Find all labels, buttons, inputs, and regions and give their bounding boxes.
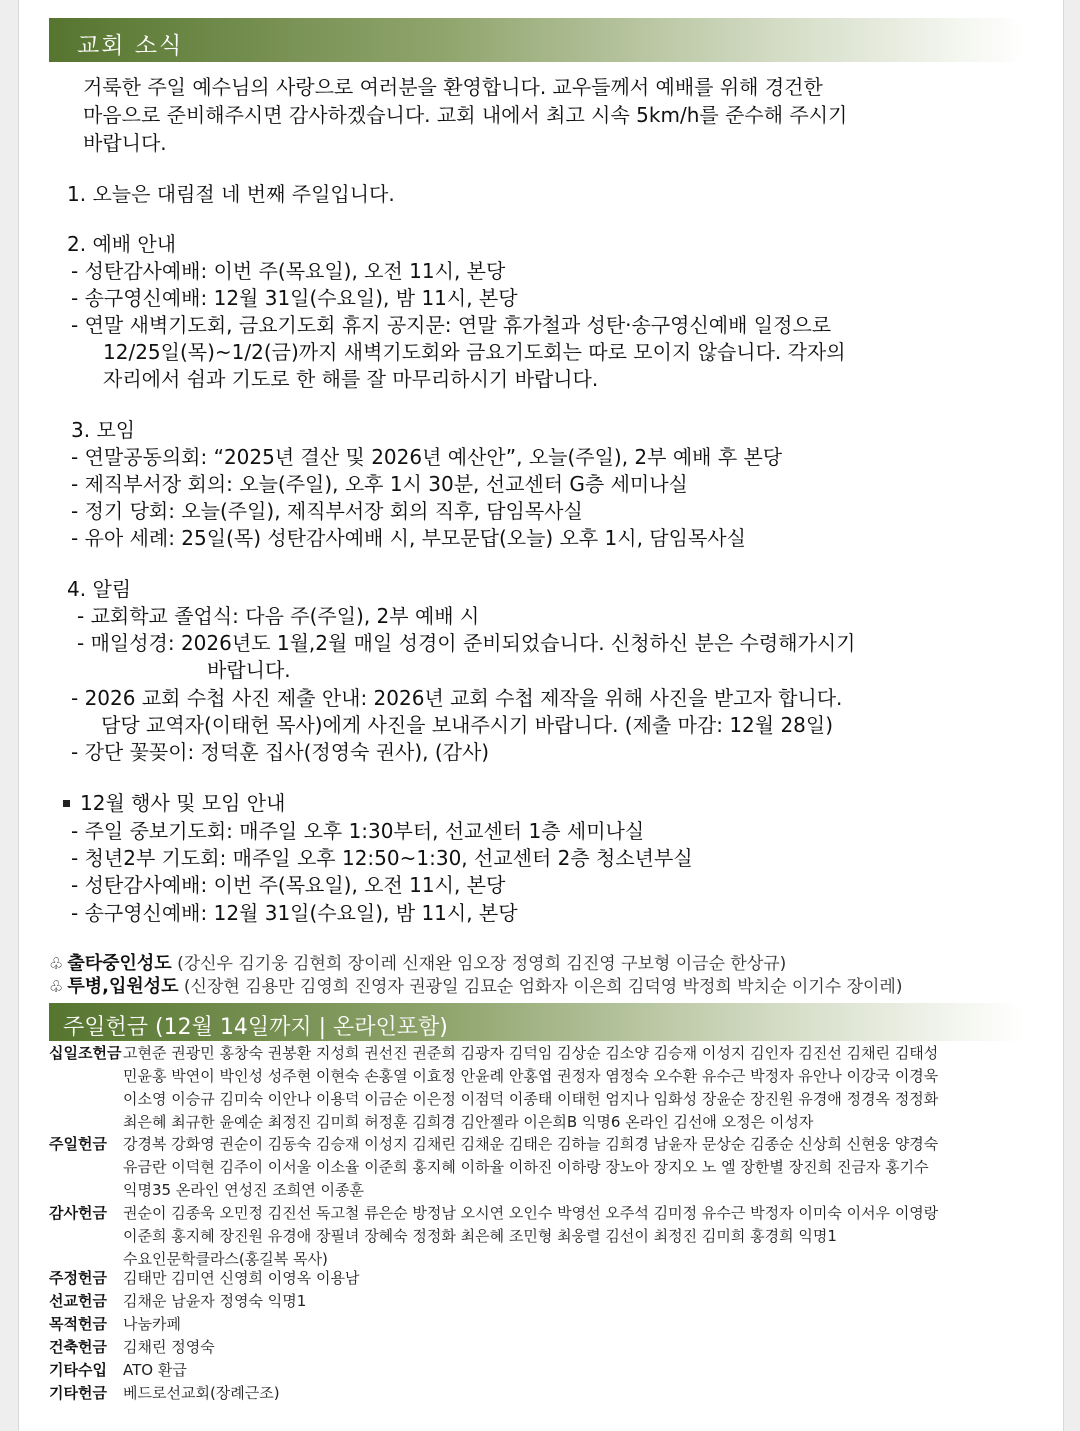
news-section-title: 교회 소식 (49, 18, 1024, 62)
offering-names-line: 익명35 온라인 연성진 조희연 이종훈 (123, 1181, 365, 1199)
announcement-item: - 강단 꽃꽂이: 정덕훈 집사(정영숙 권사), (감사) (71, 740, 490, 764)
offering-names-building (123, 1336, 1013, 1359)
sick-members-label: 투병,입원성도 (67, 976, 179, 997)
offering-names-sunday (123, 1133, 1013, 1202)
announcement-item: - 매일성경: 2026년도 1월,2월 매일 성경이 준비되었습니다. 신청하신 분은 수령해가시기 (77, 631, 856, 655)
announcement-item: - 교회학교 졸업식: 다음 주(주일), 2부 예배 시 (77, 604, 480, 628)
offering-names-line: 민윤홍 박연이 박인성 성주현 이현숙 손홍열 이효정 안윤례 안홍엽 권정자 염정숙 오수환 유수근 박정자 유안나 이강국 이경욱 (123, 1067, 939, 1085)
offering-label-tithe: 십일조헌금 (49, 1044, 122, 1062)
offering-names-line: 베드로선교회(장례근조) (123, 1384, 280, 1402)
offering-names-line: 수요인문학클라스(홍길복 목사) (123, 1250, 328, 1268)
clover-icon: ♧ (49, 977, 64, 996)
meeting-item: - 연말공동의회: “2025년 결산 및 2026년 예산안”, 오늘(주일), 2부 예배 후 본당 (71, 445, 783, 469)
offering-label-thanksgiving: 감사헌금 (49, 1204, 107, 1222)
worship-heading: 2. 예배 안내 (67, 232, 177, 256)
announcement-item-continued: 바랍니다. (207, 658, 291, 682)
offering-label-other-income: 기타수입 (49, 1361, 107, 1379)
meeting-item: - 제직부서장 회의: 오늘(주일), 오후 1시 30분, 선교센터 G층 세미나실 (71, 472, 688, 496)
offering-names-other-offering (123, 1382, 1013, 1405)
meetings-heading: 3. 모임 (71, 418, 136, 442)
intro-line-2: 마음으로 준비해주시면 감사하겠습니다. 교회 내에서 최고 시속 5km/h를 준수해 주시기 (83, 103, 848, 127)
sick-members (49, 975, 903, 999)
meeting-item: - 정기 당회: 오늘(주일), 제직부서장 회의 직후, 담임목사실 (71, 499, 583, 523)
sick-members-names: (신장현 김용만 김영희 진영자 권광일 김묘순 엄화자 이은희 김덕영 박정희 박치순 이기수 장이레) (183, 977, 903, 997)
bulletin-page (18, 0, 1064, 1431)
offering-label-purpose: 목적헌금 (49, 1315, 107, 1333)
announcement-item: - 2026 교회 수첩 사진 제출 안내: 2026년 교회 수첩 제작을 위해 사진을 받고자 합니다. (71, 686, 843, 710)
square-bullet-icon (63, 800, 70, 807)
advent-notice: 1. 오늘은 대림절 네 번째 주일입니다. (67, 182, 395, 206)
offering-label-other-offering: 기타헌금 (49, 1384, 107, 1402)
offering-names-other-income (123, 1359, 1013, 1382)
december-item: - 주일 중보기도회: 매주일 오후 1:30부터, 선교센터 1층 세미나실 (71, 819, 645, 843)
offering-names-line: 최은혜 최규한 윤예순 최정진 김미희 허정훈 김희경 김안젤라 이은희B 익명6 온라인 김선애 오정은 이성자 (123, 1113, 814, 1131)
offering-names-mission (123, 1290, 1013, 1313)
offering-names-line: 김태만 김미연 신영희 이영옥 이용남 (123, 1269, 360, 1287)
offering-names-line: 권순이 김종욱 오민정 김진선 독고철 류은순 방정남 오시연 오인수 박영선 오주석 김미정 유수근 박정자 이미숙 이서우 이영랑 (123, 1204, 939, 1222)
december-heading (63, 789, 285, 817)
offering-names-line: 강경복 강화영 권순이 김동숙 김승재 이성지 김채린 김채운 김태은 김하늘 김희경 남윤자 문상순 김종순 신상희 신현웅 양경숙 (123, 1135, 939, 1153)
intro-line-1: 거룩한 주일 예수님의 사랑으로 여러분을 환영합니다. 교우들께서 예배를 위해 경건한 (83, 75, 823, 99)
offering-names-purpose (123, 1313, 1013, 1336)
intro-line-3: 바랍니다. (83, 131, 167, 155)
offering-names-line: 김채린 정영숙 (123, 1338, 215, 1356)
worship-item: - 성탄감사예배: 이번 주(목요일), 오전 11시, 본당 (71, 259, 506, 283)
worship-item-continued: 12/25일(목)~1/2(금)까지 새벽기도회와 금요기도회는 따로 모이지 않습니다. 각자의 (103, 340, 846, 364)
offering-names-line: 이소영 이승규 김미숙 이안나 이용덕 이금순 이은정 이점덕 이종태 이태헌 엄지나 임화성 장윤순 장진원 유경애 정경옥 정정화 (123, 1090, 939, 1108)
worship-item: - 송구영신예배: 12월 31일(수요일), 밤 11시, 본당 (71, 286, 518, 310)
offering-names-line: 나눔카페 (123, 1315, 181, 1333)
december-item: - 송구영신예배: 12월 31일(수요일), 밤 11시, 본당 (71, 901, 518, 925)
december-heading-text: 12월 행사 및 모임 안내 (80, 791, 286, 815)
offering-section-title: 주일헌금 (12월 14일까지 | 온라인포함) (49, 1003, 1024, 1041)
offering-names-tithe (123, 1042, 1013, 1134)
offering-label-building: 건축헌금 (49, 1338, 107, 1356)
offering-label-sunday: 주일헌금 (49, 1135, 107, 1153)
december-item: - 성탄감사예배: 이번 주(목요일), 오전 11시, 본당 (71, 873, 506, 897)
worship-item-continued: 자리에서 쉼과 기도로 한 해를 잘 마무리하시기 바랍니다. (103, 367, 599, 391)
announcements-heading: 4. 알림 (67, 577, 132, 601)
offering-names-line: 이준희 홍지혜 장진원 유경애 장필녀 장혜숙 정정화 최은혜 조민형 최웅렬 김선이 최정진 김미희 홍경희 익명1 (123, 1227, 837, 1245)
offering-label-weekly: 주정헌금 (49, 1269, 107, 1287)
traveling-members-label: 출타중인성도 (67, 953, 172, 974)
offering-names-line: 유금란 이덕현 김주이 이서울 이소율 이준희 홍지혜 이하율 이하진 이하랑 장노아 장지오 노 엘 장한별 장진희 진금자 홍기수 (123, 1158, 929, 1176)
december-item: - 청년2부 기도회: 매주일 오후 12:50~1:30, 선교센터 2층 청소년부실 (71, 846, 693, 870)
meeting-item: - 유아 세례: 25일(목) 성탄감사예배 시, 부모문답(오늘) 오후 1시, 담임목사실 (71, 526, 746, 550)
offering-names-line: 김채운 남윤자 정영숙 익명1 (123, 1292, 307, 1310)
clover-icon: ♧ (49, 954, 64, 973)
traveling-members-names: (강신우 김기웅 김현희 장이레 신재완 임오장 정영희 김진영 구보형 이금순 한상규) (177, 954, 787, 974)
worship-item: - 연말 새벽기도회, 금요기도회 휴지 공지문: 연말 휴가철과 성탄·송구영신예배 일정으로 (71, 313, 832, 337)
offering-names-weekly (123, 1267, 1013, 1290)
offering-names-line: ATO 환급 (123, 1361, 187, 1379)
offering-names-thanksgiving (123, 1202, 1013, 1271)
offering-names-line: 고현준 권광민 홍창숙 권봉환 지성희 권선진 권준희 김광자 김덕임 김상순 김소양 김승재 이성지 김인자 김진선 김채린 김태성 (123, 1044, 939, 1062)
offering-label-mission: 선교헌금 (49, 1292, 107, 1310)
traveling-members (49, 952, 786, 976)
announcement-item-continued: 담당 교역자(이태헌 목사)에게 사진을 보내주시기 바랍니다. (제출 마감: 12월 28일) (101, 713, 834, 737)
